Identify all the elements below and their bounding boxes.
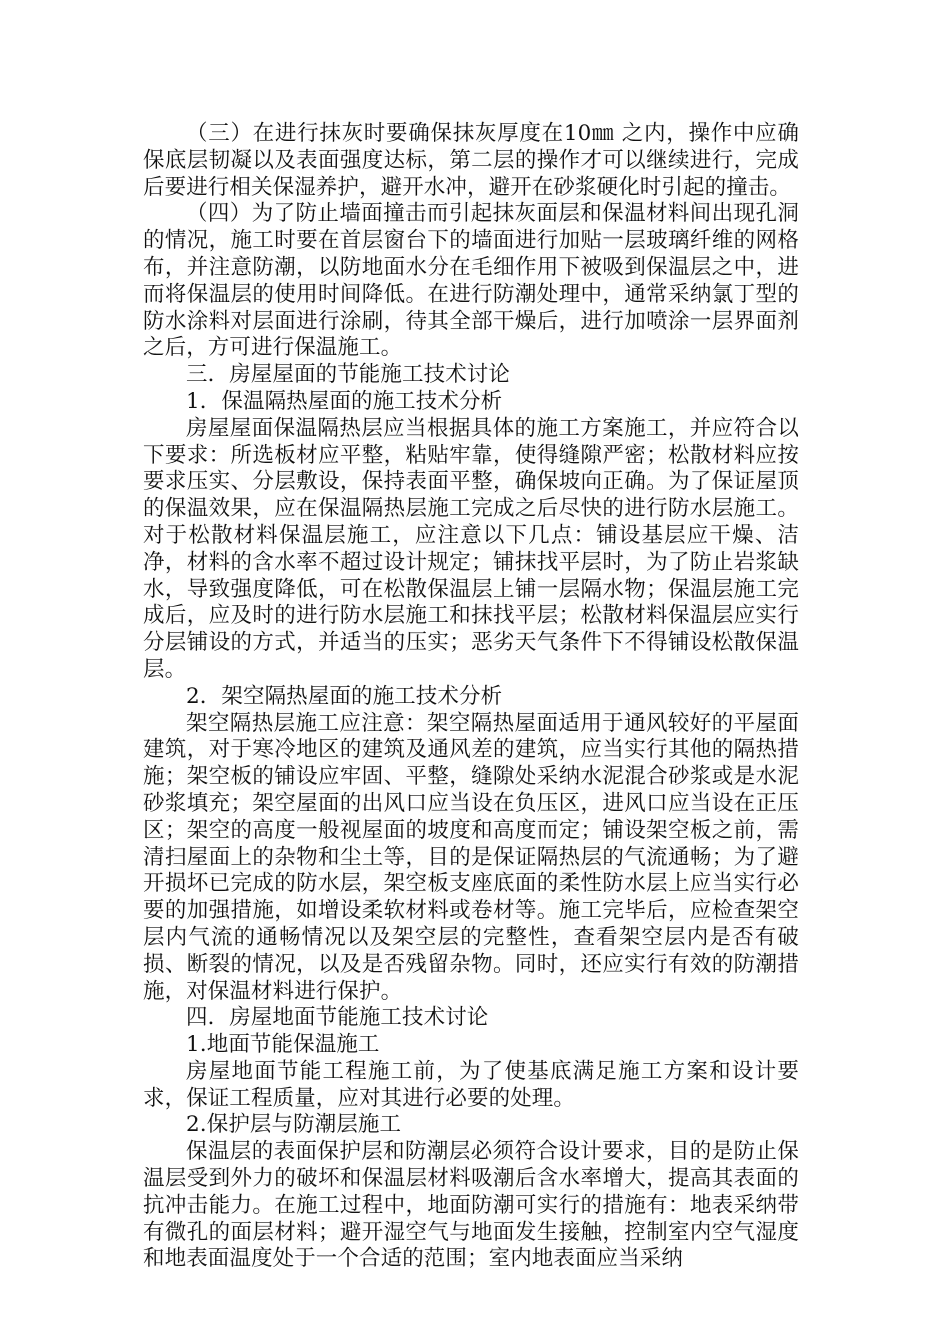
paragraph-protective-layer: 保温层的表面保护层和防潮层必须符合设计要求，目的是防止保温层受到外力的破坏和保温层材料吸潮后含水率增大，提高其表面的抗冲击能力。在施工过程中，地面防潮可实行的措施有：地表采纳带有微孔的面层材料；避开湿空气与地面发生接触，控制室内空气湿度和地表面温度处于一个合适的范围；室内地表面应当采纳 [143,1139,799,1272]
subsection-heading-insulated-roof: 1．保温隔热屋面的施工技术分析 [186,388,503,414]
section-heading-roof: 三．房屋屋面的节能施工技术讨论 [186,362,511,388]
subsection-heading-overhead-roof: 2．架空隔热屋面的施工技术分析 [186,683,503,709]
section-heading-floor: 四．房屋地面节能施工技术讨论 [186,1005,489,1031]
subsection-heading-protective-layer: 2.保护层与防潮层施工 [186,1112,402,1138]
paragraph-insulated-roof: 房屋屋面保温隔热层应当根据具体的施工方案施工，并应符合以下要求：所选板材应平整，粘贴牢靠，使得缝隙严密；松散材料应按要求压实、分层敷设，保持表面平整，确保坡向正确。为了保证屋顶的保温效果，应在保温隔热层施工完成之后尽快的进行防水层施工。对于松散材料保温层施工，应注意以下几点：铺设基层应干燥、洁净，材料的含水率不超过设计规定；铺抹找平层时，为了防止岩浆缺水，导致强度降低，可在松散保温层上铺一层隔水物；保温层施工完成后，应及时的进行防水层施工和抹找平层；松散材料保温层应实行分层铺设的方式，并适当的压实；恶劣天气条件下不得铺设松散保温层。 [143,415,799,682]
subsection-heading-floor-insulation: 1.地面节能保温施工 [186,1032,380,1058]
paragraph-overhead-roof: 架空隔热层施工应注意：架空隔热屋面适用于通风较好的平屋面建筑，对于寒冷地区的建筑及通风差的建筑，应当实行其他的隔热措施；架空板的铺设应牢固、平整，缝隙处采纳水泥混合砂浆或是水泥砂浆填充；架空屋面的出风口应当设在负压区，进风口应当设在正压区；架空的高度一般视屋面的坡度和高度而定；铺设架空板之前，需清扫屋面上的杂物和尘土等，目的是保证隔热层的气流通畅；为了避开损坏已完成的防水层，架空板支座底面的柔性防水层上应当实行必要的加强措施，如增设柔软材料或卷材等。施工完毕后，应检查架空层内气流的通畅情况以及架空层的完整性，查看架空层内是否有破损、断裂的情况，以及是否残留杂物。同时，还应实行有效的防潮措施，对保温材料进行保护。 [143,710,799,1004]
document-page [143,121,799,1273]
paragraph-mesh-reinforcement: （四）为了防止墙面撞击而引起抹灰面层和保温材料间出现孔洞的情况，施工时要在首层窗台下的墙面进行加贴一层玻璃纤维的网格布，并注意防潮，以防地面水分在毛细作用下被吸到保温层之中，进而将保温层的使用时间降低。在进行防潮处理中，通常采纳氯丁型的防水涂料对层面进行涂刷，待其全部干燥后，进行加喷涂一层界面剂之后，方可进行保温施工。 [143,201,799,361]
paragraph-floor-insulation: 房屋地面节能工程施工前，为了使基底满足施工方案和设计要求，保证工程质量，应对其进行必要的处理。 [143,1058,799,1111]
paragraph-plastering-thickness: （三）在进行抹灰时要确保抹灰厚度在10㎜ 之内，操作中应确保底层韧凝以及表面强度达标，第二层的操作才可以继续进行，完成后要进行相关保湿养护，避开水冲，避开在砂浆硬化时引起的撞击。 [143,121,799,200]
